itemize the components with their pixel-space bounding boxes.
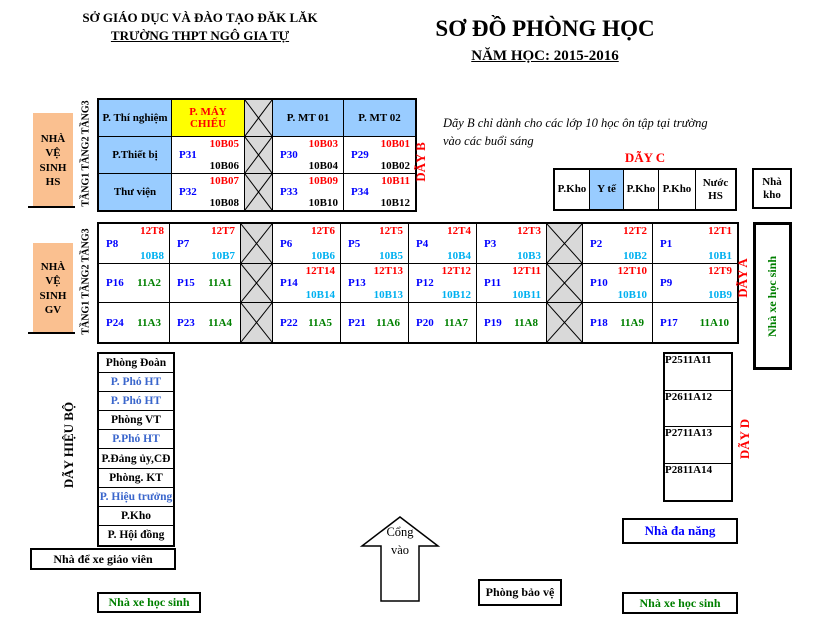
- admin-room-row: Phòng VT: [99, 411, 173, 430]
- room-number: P16: [106, 277, 124, 289]
- class-top: 10B07: [209, 175, 239, 187]
- teacher-bike-shed: Nhà để xe giáo viên: [30, 548, 176, 570]
- room-number: P24: [106, 316, 124, 329]
- day-a-label: DÃY A: [735, 258, 751, 298]
- stairwell-hatch-cell: [245, 137, 273, 174]
- day-c-cell: P.Kho: [555, 170, 590, 209]
- class-bottom: 10B8: [140, 250, 164, 262]
- student-bike-shed-right: Nhà xe học sinh: [753, 222, 792, 370]
- x-mark-icon: [241, 224, 272, 263]
- function-room-label: P. MÁY CHIẾU: [189, 106, 227, 130]
- classroom-cell-P8: [99, 224, 170, 264]
- classroom-cell-P23: [170, 303, 241, 342]
- classroom-cell-P9: [653, 264, 737, 303]
- class-name: 11A7: [444, 316, 468, 329]
- class-bottom: 10B5: [379, 250, 403, 262]
- x-mark-icon: [245, 137, 272, 173]
- room-number: P19: [484, 316, 502, 329]
- class-bottom: 10B02: [380, 160, 410, 172]
- room-number: P30: [280, 149, 298, 161]
- class-name: 11A9: [620, 316, 644, 329]
- class-top: 12T6: [311, 225, 335, 237]
- class-bottom: 10B06: [209, 160, 239, 172]
- classroom-cell-P2: [583, 224, 653, 264]
- room-number: P11: [484, 277, 502, 289]
- room-number: P32: [179, 186, 197, 198]
- room-number: P7: [177, 237, 190, 250]
- classroom-cell-P17: [653, 303, 737, 342]
- classroom-cell-P26: [665, 391, 731, 428]
- admin-room-row: P. Hội đồng: [107, 529, 165, 542]
- stairwell-hatch-cell: [241, 303, 273, 342]
- class-top: 12T14: [305, 265, 335, 277]
- classroom-cell-P12: [409, 264, 477, 303]
- class-bottom: 10B08: [209, 197, 239, 209]
- x-mark-icon: [245, 100, 272, 136]
- function-room-cell: [99, 174, 172, 210]
- class-top: 12T9: [708, 265, 732, 277]
- class-bottom: 10B7: [211, 250, 235, 262]
- room-number: P27: [665, 427, 683, 439]
- class-bottom: 10B1: [708, 250, 732, 262]
- room-number: P31: [179, 149, 197, 161]
- admin-room-row: P.Phó HT: [99, 430, 173, 449]
- day-d-label: DÃY D: [737, 418, 753, 460]
- x-mark-icon: [547, 224, 582, 263]
- admin-block: [97, 352, 175, 547]
- classroom-cell-P28: [665, 464, 731, 501]
- classroom-cell-P22: [273, 303, 341, 342]
- class-bottom: 10B4: [447, 250, 471, 262]
- classroom-cell-P34: [344, 174, 415, 210]
- class-top: 10B09: [308, 175, 338, 187]
- class-name: 11A10: [699, 316, 729, 329]
- room-number: P33: [280, 186, 298, 198]
- toilet-hs-box: NHÀ VỆ SINH HS: [33, 113, 73, 208]
- gate-label-line2: vào: [390, 542, 410, 557]
- admin-room-row: Phòng. KT: [99, 469, 173, 488]
- class-top: 12T2: [623, 225, 647, 237]
- block-b-note-line2: vào các buổi sáng: [443, 134, 534, 148]
- class-bottom: 10B2: [623, 250, 647, 262]
- function-room-cell: [172, 100, 245, 137]
- class-top: 12T5: [379, 225, 403, 237]
- classroom-cell-P25: [665, 354, 731, 391]
- class-name: 11A5: [308, 316, 332, 329]
- room-number: P34: [351, 186, 369, 198]
- classroom-cell-P31: [172, 137, 245, 174]
- admin-room-row: P. Phó HT: [99, 373, 173, 392]
- block-a-grid: [97, 222, 739, 344]
- room-number: P5: [348, 237, 361, 250]
- classroom-cell-P19: [477, 303, 547, 342]
- toilet-hs-baseline: [28, 206, 75, 208]
- gate-label-line1: Cổng: [386, 525, 414, 539]
- room-number: P2: [590, 237, 603, 250]
- day-c-row: [553, 168, 737, 211]
- class-top: 12T1: [708, 225, 732, 237]
- classroom-cell-P30: [273, 137, 344, 174]
- class-name: 11A1: [208, 277, 232, 289]
- classroom-cell-P11: [477, 264, 547, 303]
- department-title: SỞ GIÁO DỤC VÀ ĐÀO TẠO ĐĂK LĂK: [82, 10, 318, 25]
- class-name: 11A14: [682, 463, 713, 476]
- day-hieu-bo-label: DÃY HIỆU BỘ: [61, 401, 77, 489]
- block-b-grid: [97, 98, 417, 212]
- stairwell-hatch-cell: [245, 100, 273, 137]
- school-year: NĂM HỌC: 2015-2016: [471, 48, 619, 64]
- admin-room-row: P. Hiệu trưởng: [99, 488, 173, 507]
- class-bottom: 10B10: [617, 289, 647, 301]
- day-c-cell: P.Kho: [624, 170, 659, 209]
- room-number: P13: [348, 277, 366, 289]
- class-top: 12T8: [140, 225, 164, 237]
- diagram-title: SƠ ĐỒ PHÒNG HỌC: [435, 16, 655, 41]
- function-room-label: P.Thiết bị: [112, 149, 158, 161]
- class-name: 11A11: [682, 354, 712, 366]
- function-room-cell: [273, 100, 344, 137]
- classroom-cell-P33: [273, 174, 344, 210]
- classroom-cell-P6: [273, 224, 341, 264]
- student-bike-shed-left: Nhà xe học sinh: [97, 592, 201, 613]
- function-room-cell: [99, 137, 172, 174]
- room-number: P12: [416, 277, 434, 289]
- classroom-cell-P5: [341, 224, 409, 264]
- class-name: 11A6: [376, 316, 400, 329]
- room-number: P17: [660, 316, 678, 329]
- floor-labels-block-b: TẦNG1 TẦNG2 TẦNG3: [80, 99, 92, 207]
- day-c-cell: Nước HS: [702, 176, 729, 202]
- classroom-cell-P21: [341, 303, 409, 342]
- class-top: 10B05: [209, 138, 239, 150]
- class-top: 12T12: [441, 265, 471, 277]
- stairwell-hatch-cell: [241, 224, 273, 264]
- class-bottom: 10B13: [373, 289, 403, 301]
- admin-room-row: P.Đảng ủy,CĐ: [99, 449, 173, 468]
- function-room-label: P. MT 01: [286, 112, 330, 124]
- function-room-label: P. Thí nghiệm: [102, 112, 168, 124]
- class-bottom: 10B3: [517, 250, 541, 262]
- stairwell-hatch-cell: [245, 174, 273, 210]
- classroom-cell-P14: [273, 264, 341, 303]
- floor-labels-block-a: TẦNG1 TẦNG2 TẦNG3: [80, 227, 92, 335]
- stairwell-hatch-cell: [547, 224, 583, 264]
- class-top: 12T7: [211, 225, 235, 237]
- gate-label: [368, 524, 432, 559]
- room-number: P23: [177, 316, 195, 329]
- classroom-cell-P4: [409, 224, 477, 264]
- class-name: 11A12: [682, 390, 713, 403]
- admin-room-row: Phòng Đoàn: [99, 354, 173, 373]
- x-mark-icon: [241, 264, 272, 302]
- room-number: P18: [590, 316, 608, 329]
- stairwell-hatch-cell: [547, 303, 583, 342]
- room-number: P3: [484, 237, 497, 250]
- warehouse-box: Nhà kho: [752, 168, 792, 209]
- function-room-label: Thư viện: [113, 186, 157, 198]
- classroom-cell-P3: [477, 224, 547, 264]
- x-mark-icon: [241, 303, 272, 342]
- class-bottom: 10B04: [308, 160, 338, 172]
- block-d-grid: [663, 352, 733, 502]
- day-c-label: DÃY C: [624, 150, 666, 165]
- block-b-note-line1: Dãy B chỉ dành cho các lớp 10 học ôn tập tại trường: [443, 116, 708, 130]
- class-bottom: 10B14: [305, 289, 335, 301]
- class-name: 11A2: [137, 277, 161, 289]
- room-number: P6: [280, 237, 293, 250]
- class-top: 12T10: [617, 265, 647, 277]
- classroom-cell-P20: [409, 303, 477, 342]
- class-name: 11A8: [514, 316, 538, 329]
- classroom-cell-P32: [172, 174, 245, 210]
- class-bottom: 10B12: [441, 289, 471, 301]
- school-name: TRƯỜNG THPT NGÔ GIA TỰ: [110, 28, 290, 43]
- classroom-cell-P1: [653, 224, 737, 264]
- stairwell-hatch-cell: [241, 264, 273, 303]
- room-number: P1: [660, 237, 673, 250]
- class-bottom: 10B10: [308, 197, 338, 209]
- classroom-cell-P29: [344, 137, 415, 174]
- class-name: 11A13: [682, 427, 713, 439]
- room-number: P25: [665, 354, 683, 366]
- room-number: P8: [106, 237, 119, 250]
- room-number: P15: [177, 277, 195, 289]
- room-number: P9: [660, 277, 673, 289]
- guard-room-box: Phòng bảo vệ: [478, 579, 562, 606]
- admin-room-row: P.Kho: [99, 507, 173, 526]
- room-number: P22: [280, 316, 298, 329]
- room-number: P10: [590, 277, 608, 289]
- class-top: 10B11: [381, 175, 410, 187]
- day-b-label: DÃY B: [413, 142, 429, 182]
- room-number: P20: [416, 316, 434, 329]
- class-top: 12T11: [512, 265, 541, 277]
- class-top: 12T4: [447, 225, 471, 237]
- classroom-cell-P24: [99, 303, 170, 342]
- room-number: P26: [665, 390, 683, 403]
- room-number: P4: [416, 237, 429, 250]
- classroom-cell-P10: [583, 264, 653, 303]
- room-number: P21: [348, 316, 366, 329]
- day-c-cell: Y tế: [590, 170, 624, 209]
- toilet-gv-box: NHÀ VỆ SINH GV: [33, 243, 73, 334]
- function-room-cell: [344, 100, 415, 137]
- class-top: 10B01: [380, 138, 410, 150]
- class-name: 11A4: [208, 316, 232, 329]
- x-mark-icon: [547, 303, 582, 342]
- classroom-cell-P16: [99, 264, 170, 303]
- class-name: 11A3: [137, 316, 161, 329]
- classroom-cell-P15: [170, 264, 241, 303]
- function-room-cell: [99, 100, 172, 137]
- classroom-cell-P7: [170, 224, 241, 264]
- class-bottom: 10B11: [512, 289, 541, 301]
- class-top: 12T13: [373, 265, 403, 277]
- class-top: 12T3: [517, 225, 541, 237]
- admin-room-row: P. Phó HT: [99, 392, 173, 411]
- room-number: P14: [280, 277, 298, 289]
- function-room-label: P. MT 02: [358, 112, 401, 124]
- student-bike-shed-bottom: Nhà xe học sinh: [622, 592, 738, 614]
- class-bottom: 10B6: [311, 250, 335, 262]
- classroom-cell-P18: [583, 303, 653, 342]
- multipurpose-hall-box: Nhà đa năng: [622, 518, 738, 544]
- classroom-cell-P13: [341, 264, 409, 303]
- class-bottom: 10B12: [380, 197, 410, 209]
- room-number: P29: [351, 149, 369, 161]
- stairwell-hatch-cell: [547, 264, 583, 303]
- room-number: P28: [665, 463, 683, 476]
- class-top: 10B03: [308, 138, 338, 150]
- x-mark-icon: [547, 264, 582, 302]
- x-mark-icon: [245, 174, 272, 210]
- day-c-cell: P.Kho: [659, 170, 696, 209]
- class-bottom: 10B9: [708, 289, 732, 301]
- classroom-cell-P27: [665, 427, 731, 464]
- toilet-gv-baseline: [28, 332, 75, 334]
